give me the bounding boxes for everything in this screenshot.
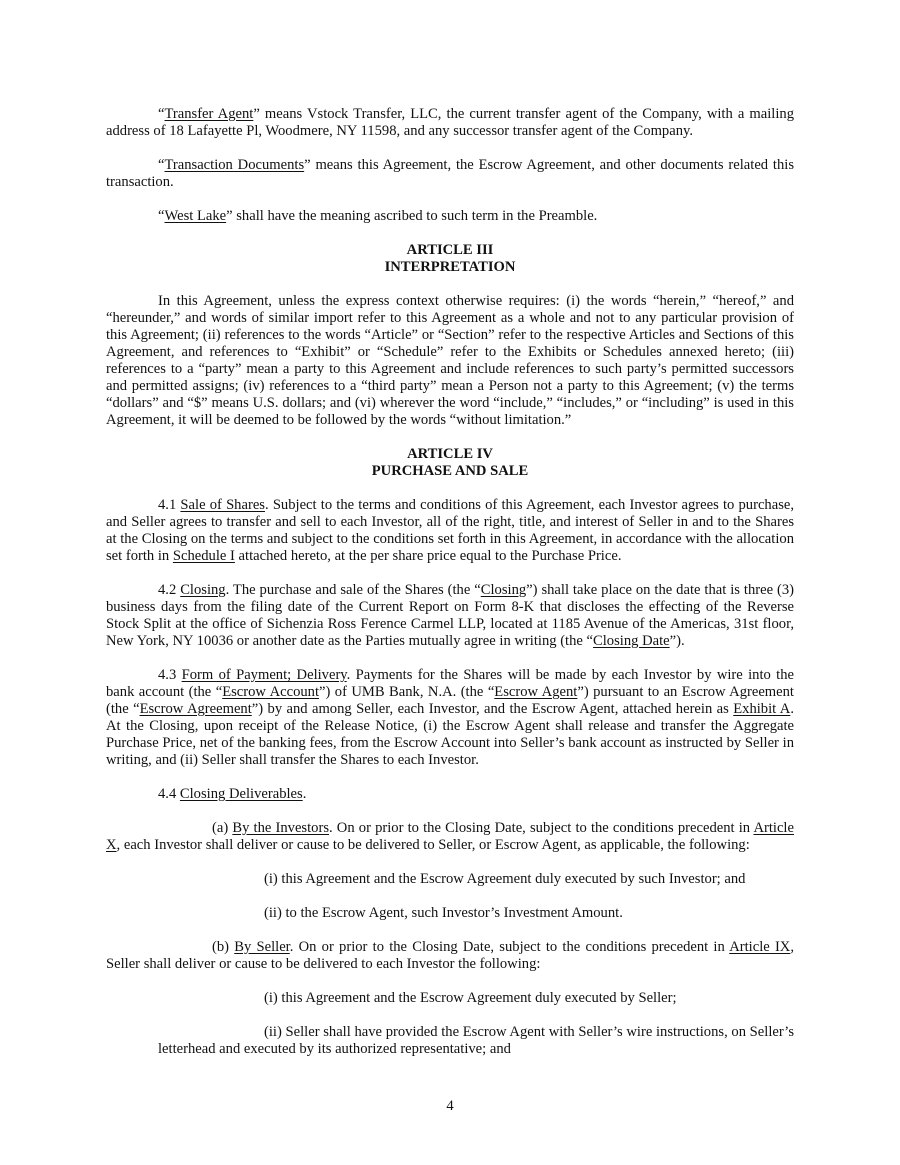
- section-4-4-a-ii: (ii) to the Escrow Agent, such Investor’s Investment Amount.: [264, 905, 623, 921]
- defined-term: Escrow Account: [222, 684, 320, 700]
- article-number: ARTICLE IV: [407, 446, 493, 462]
- page-body: [106, 106, 794, 1075]
- definition-transaction-documents: “Transaction Documents” means this Agreement, the Escrow Agreement, and other documents related this transaction.: [106, 157, 794, 190]
- article-number: ARTICLE III: [406, 242, 494, 258]
- article-3-heading: [106, 242, 794, 276]
- schedule-reference: Schedule I: [172, 548, 235, 564]
- article-title: PURCHASE AND SALE: [371, 463, 529, 479]
- article-reference: Article X: [106, 820, 794, 853]
- definition-transfer-agent: “Transfer Agent” means Vstock Transfer, LLC, the current transfer agent of the Company, with a mailing address of 18 Lafayette Pl, Woodmere, NY 11598, and any successor transfer agent of the Company.: [106, 106, 795, 139]
- section-4-4-b-i: (i) this Agreement and the Escrow Agreement duly executed by Seller;: [264, 990, 677, 1006]
- subsection-heading: By Seller: [234, 939, 290, 955]
- section-4-4-b: (b) By Seller. On or prior to the Closing Date, subject to the conditions precedent in Article IX, Seller shall deliver or cause to be delivered to each Investor the following:: [106, 939, 794, 972]
- article-reference: Article IX: [729, 939, 791, 955]
- defined-term: Escrow Agreement: [139, 701, 252, 717]
- exhibit-reference: Exhibit A: [733, 701, 791, 717]
- defined-term: Closing: [480, 582, 527, 598]
- section-4-3: 4.3 Form of Payment; Delivery. Payments for the Shares will be made by each Investor by wire into the bank account (the “Escrow Account”) of UMB Bank, N.A. (the “Escrow Agent”) pursuant to an Escrow Agreement (the “Escrow Agreement”) by and among Seller, each Investor, and the Escrow Agent, attached herein as Exhibit A. At the Closing, upon receipt of the Release Notice, (i) the Escrow Agent shall release and transfer the Aggregate Purchase Price, net of the banking fees, from the Escrow Account into Seller’s bank account as instructed by Seller in writing, and (ii) Seller shall transfer the Shares to each Investor.: [106, 667, 795, 768]
- definition-west-lake: “West Lake” shall have the meaning ascribed to such term in the Preamble.: [158, 208, 598, 224]
- section-4-4: 4.4 Closing Deliverables.: [158, 786, 307, 802]
- defined-term: Transaction Documents: [164, 157, 305, 173]
- section-heading: Closing Deliverables: [179, 786, 303, 802]
- defined-term: West Lake: [164, 208, 227, 224]
- section-heading: Closing: [180, 582, 226, 598]
- subsection-heading: By the Investors: [232, 820, 329, 836]
- page-number: 4: [446, 1098, 454, 1114]
- section-4-4-a: (a) By the Investors. On or prior to the Closing Date, subject to the conditions precedent in Article X, each Investor shall deliver or cause to be delivered to Seller, or Escrow Agent, as applicable, the following:: [106, 820, 794, 853]
- interpretation-paragraph: In this Agreement, unless the express context otherwise requires: (i) the words “herein,” “hereof,” and “hereunder,” and words of similar import refer to this Agreement as a whole and not to any particular provision of this Agreement; (ii) references to the words “Article” or “Section” refer to the respective Articles and Sections of this Agreement, and references to “Exhibit” or “Schedule” refer to the Exhibits or Schedules annexed hereto; (iii) references to a “party” mean a party to this Agreement and include references to such party’s permitted successors and permitted assigns; (iv) references to a “third party” mean a Person not a party to this Agreement; (v) the terms “dollars” and “$” means U.S. dollars; and (vi) wherever the word “include,” “includes,” or “including” is used in this Agreement, it will be deemed to be followed by the words “without limitation.”: [106, 293, 794, 428]
- section-4-1: 4.1 Sale of Shares. Subject to the terms and conditions of this Agreement, each Investor agrees to purchase, and Seller agrees to transfer and sell to each Investor, all of the right, title, and interest of Seller in and to the Shares at the Closing on the terms and subject to the conditions set forth in this Agreement, in accordance with the allocation set forth in Schedule I attached hereto, at the per share price equal to the Purchase Price.: [106, 497, 794, 564]
- article-title: INTERPRETATION: [384, 259, 516, 275]
- section-4-4-b-ii: (ii) Seller shall have provided the Escrow Agent with Seller’s wire instructions, on Seller’s letterhead and executed by its authorized representative; and: [158, 1024, 794, 1057]
- section-heading: Sale of Shares: [180, 497, 265, 513]
- section-4-2: 4.2 Closing. The purchase and sale of the Shares (the “Closing”) shall take place on the date that is three (3) business days from the filing date of the Current Report on Form 8-K that discloses the effecting of the Reverse Stock Split at the office of Sichenzia Ross Ference Carmel LLP, located at 1185 Avenue of the Americas, 31st floor, New York, NY 10036 or another date as the Parties mutually agree in writing (the “Closing Date”).: [106, 582, 795, 649]
- section-4-4-a-i: (i) this Agreement and the Escrow Agreement duly executed by such Investor; and: [264, 871, 746, 887]
- defined-term: Escrow Agent: [494, 684, 578, 700]
- section-heading: Form of Payment; Delivery: [181, 667, 347, 683]
- article-4-heading: [106, 446, 794, 480]
- defined-term: Closing Date: [593, 633, 670, 649]
- defined-term: Transfer Agent: [164, 106, 254, 122]
